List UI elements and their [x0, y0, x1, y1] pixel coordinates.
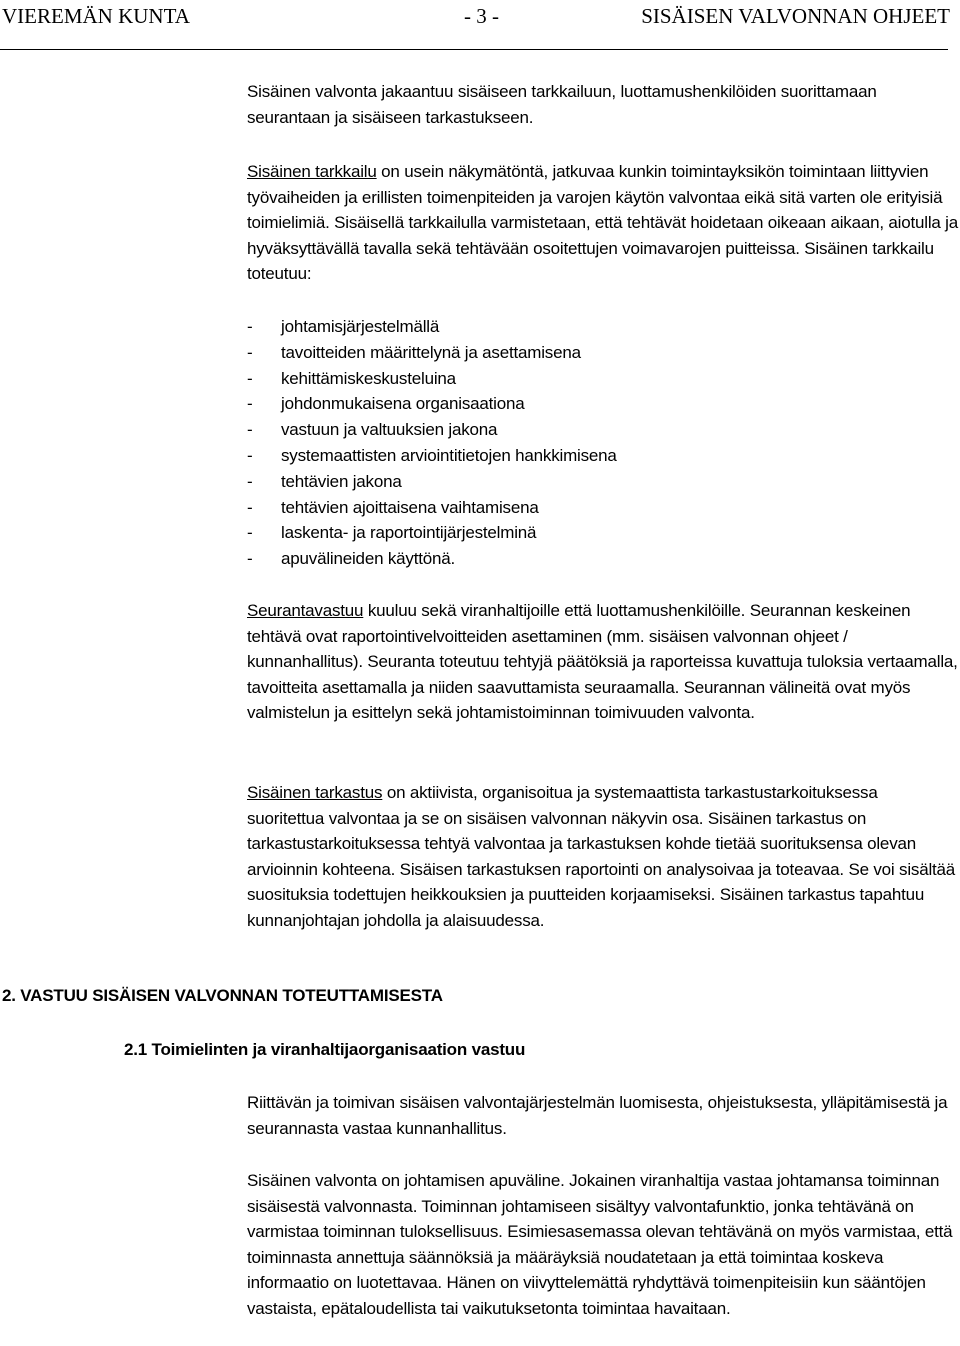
list-item: - vastuun ja valtuuksien jakona: [247, 417, 959, 443]
management-paragraph: [247, 1168, 959, 1322]
page-header: [0, 0, 960, 36]
header-divider: [0, 49, 948, 50]
tarkkailu-text: on usein näkymätöntä, jatkuvaa kunkin toimintayksikön toimintaan liittyvien työvaiheiden ja erillisten toimenpiteiden ja varojen käytön valvontaa eikä sitä varten ole erityisiä toimielimiä. Sisäisellä tarkkailulla varmistetaan, että tehtävät hoidetaan oikeaan aikaan, aiotulla ja hyväksyttävällä tavalla sekä tehtävään osoitettujen voimavarojen puitteissa. Sisäinen tarkkailu toteutuu:: [247, 162, 959, 284]
seuranta-paragraph: [247, 598, 959, 726]
subsection-heading: 2.1 Toimielinten ja viranhaltijaorganisaation vastuu: [124, 1040, 526, 1059]
tarkkailu-term: Sisäinen tarkkailu: [247, 162, 377, 181]
tarkastus-term: Sisäinen tarkastus: [247, 783, 383, 802]
section-heading: 2. VASTUU SISÄISEN VALVONNAN TOTEUTTAMISESTA: [2, 986, 443, 1005]
intro-paragraph: [247, 79, 959, 130]
header-organization: VIEREMÄN KUNTA: [2, 4, 190, 28]
list-item: - tavoitteiden määrittelynä ja asettamisena: [247, 340, 959, 366]
tarkkailu-paragraph: [247, 159, 959, 287]
list-item: - systemaattisten arviointitietojen hankkimisena: [247, 443, 959, 469]
header-document-title: SISÄISEN VALVONNAN OHJEET: [641, 4, 950, 28]
header-page-number: - 3 -: [464, 4, 499, 28]
tarkkailu-list: [247, 314, 959, 572]
tarkastus-text: on aktiivista, organisoitua ja systemaattista tarkastustarkoituksessa suoritettua valvontaa ja se on sisäisen valvonnan näkyvin osa. Sisäinen tarkastus on tarkastustarkoituksessa tehtyä valvontaa ja tarkastuksen kohde tietää suorituksensa olevan arvioinnin kohteena. Sisäisen tarkastuksen raportointi on analysoivaa ja toteavaa. Se voi sisältää suosituksia todettujen heikkouksien ja puutteiden korjaamiseksi. Sisäinen tarkastus tapahtuu kunnanjohtajan johdolla ja alaisuudessa.: [247, 783, 956, 930]
list-item: - johtamisjärjestelmällä: [247, 314, 959, 340]
responsibility-text: Riittävän ja toimivan sisäisen valvontajärjestelmän luomisesta, ohjeistuksesta, ylläpitämisestä ja seurannasta vastaa kunnanhallitus.: [247, 1093, 948, 1138]
list-item: - tehtävien jakona: [247, 469, 959, 495]
list-item: - tehtävien ajoittaisena vaihtamisena: [247, 495, 959, 521]
seuranta-term: Seurantavastuu: [247, 601, 364, 620]
list-item: - johdonmukaisena organisaationa: [247, 391, 959, 417]
responsibility-paragraph: [247, 1090, 959, 1141]
tarkastus-paragraph: [247, 780, 959, 934]
management-text: Sisäinen valvonta on johtamisen apuväline. Jokainen viranhaltija vastaa johtamansa toiminnan sisäisestä valvonnasta. Toiminnan johtamiseen sisältyy valvontafunktio, jonka tehtävänä on varmistaa toiminnan tuloksellisuus. Esimiesasemassa olevan tehtävänä on myös varmistaa, että toiminnasta annettuja säännöksiä ja määräyksiä noudatetaan ja että toimintaa koskeva informaatio on luotettavaa. Hänen on viivyttelemättä ryhdyttävä toimenpiteisiin kun sääntöjen vastaista, epätaloudellista tai vaikutuksetonta toimintaa havaitaan.: [247, 1171, 953, 1318]
list-item: - kehittämiskeskusteluina: [247, 366, 959, 392]
intro-text: Sisäinen valvonta jakaantuu sisäiseen tarkkailuun, luottamushenkilöiden suorittamaan seurantaan ja sisäiseen tarkastukseen.: [247, 82, 877, 127]
list-item: - laskenta- ja raportointijärjestelminä: [247, 520, 959, 546]
list-item: - apuvälineiden käyttönä.: [247, 546, 959, 572]
seuranta-text: kuuluu sekä viranhaltijoille että luottamushenkilöille. Seurannan keskeinen tehtävä ovat raportointivelvoitteiden asettaminen (mm. sisäisen valvonnan ohjeet / kunnanhallitus). Seuranta toteutuu tehtyjä päätöksiä ja raporteissa kuvattuja tuloksia vertaamalla, tavoitteita asettamalla ja niiden saavuttamista seuraamalla. Seurannan välineitä ovat myös valmistelun ja esittelyn sekä johtamistoiminnan toimivuuden valvonta.: [247, 601, 958, 723]
